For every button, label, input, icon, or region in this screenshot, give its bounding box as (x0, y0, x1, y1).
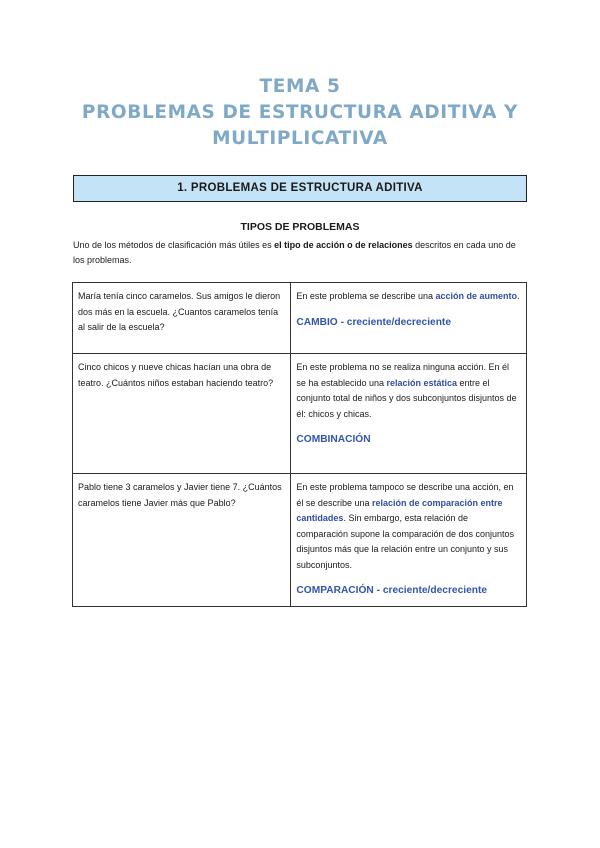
description-text: . (517, 291, 520, 301)
intro-text-bold: el tipo de acción o de relaciones (274, 240, 413, 250)
problem-description (291, 474, 527, 607)
problem-statement: Cinco chicos y nueve chicas hacían una obra de teatro. ¿Cuántos niños estaban haciendo teatro? (73, 354, 291, 474)
description-text: En este problema no se realiza ninguna acción. En él se ha establecido una (296, 362, 510, 388)
description-text: En este problema tampoco se describe una acción, en él se describe una (296, 482, 514, 508)
intro-text-end: descritos en cada uno de los problemas. (73, 240, 516, 265)
description-text: En este problema se describe una (296, 291, 436, 301)
problem-category: COMBINACIÓN (296, 434, 371, 445)
table-row (73, 283, 527, 354)
subsection-heading: TIPOS DE PROBLEMAS (240, 221, 360, 233)
description-highlight: acción de aumento (435, 291, 518, 301)
problem-statement: Pablo tiene 3 caramelos y Javier tiene 7. ¿Cuántos caramelos tiene Javier más que Pablo? (73, 474, 291, 607)
problem-description (291, 354, 527, 474)
problem-category: COMPARACIÓN - creciente/decreciente (296, 585, 488, 596)
title-line-3: MULTIPLICATIVA (212, 128, 388, 149)
table-row (73, 354, 527, 474)
section-heading: 1. PROBLEMAS DE ESTRUCTURA ADITIVA (73, 175, 527, 202)
description-highlight: relación de comparación entre cantidades (296, 497, 503, 523)
title-line-1: TEMA 5 (259, 76, 341, 97)
problem-description (291, 283, 527, 354)
description-text: . Sin embargo, esta relación de comparación supone la comparación de dos conjuntos disjuntos más que la relación entre un conjunto y sus subconjuntos. (296, 513, 515, 570)
problem-category: CAMBIO - creciente/decreciente (296, 316, 451, 328)
intro-paragraph (73, 238, 527, 268)
problem-types-table (72, 282, 527, 607)
title-line-2: PROBLEMAS DE ESTRUCTURA ADITIVA Y (81, 102, 519, 123)
problem-statement: María tenía cinco caramelos. Sus amigos le dieron dos más en la escuela. ¿Cuantos caramelos tenía al salir de la escuela? (73, 283, 291, 354)
intro-text-start: Uno de los métodos de clasificación más útiles es (73, 240, 275, 250)
description-text: entre el conjunto total de niños y dos subconjuntos disjuntos de él: chicos y chicas. (296, 377, 517, 419)
document-title (0, 74, 600, 152)
description-highlight: relación estática (386, 377, 458, 388)
table-row (73, 474, 527, 607)
